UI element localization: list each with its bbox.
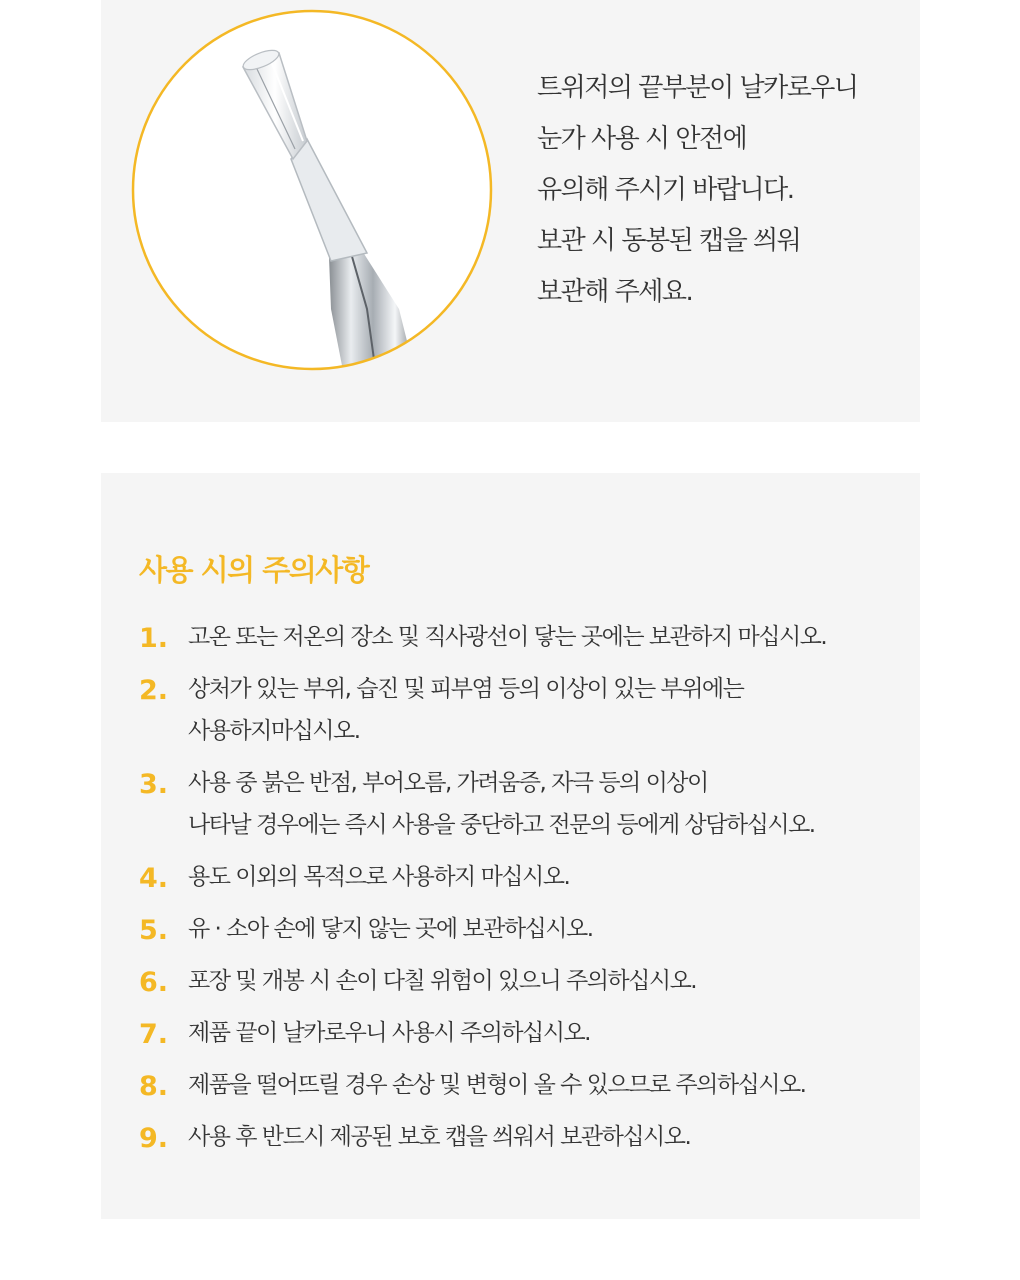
tip-line: 보관 시 동봉된 캡을 씌워 [537,226,801,256]
item-number: 7. [139,1019,169,1050]
precaution-item-3 [139,762,914,846]
item-number: 4. [139,863,169,894]
tip-line: 보관해 주세요. [537,277,693,307]
item-text: 제품을 떨어뜨릴 경우 손상 및 변형이 올 수 있으므로 주의하십시오. [188,1072,806,1098]
item-number: 9. [139,1123,169,1154]
tip-line: 트위저의 끝부분이 날카로우니 [537,73,858,103]
item-number: 2. [139,675,169,706]
item-number: 3. [139,769,169,800]
item-number: 5. [139,915,169,946]
precaution-item-1 [139,616,914,658]
tip-line: 유의해 주시기 바랍니다. [537,175,794,205]
item-text: 사용 후 반드시 제공된 보호 캡을 씌워서 보관하십시오. [188,1124,691,1150]
item-number: 1. [139,623,169,654]
precautions-list [139,616,914,1168]
precaution-item-2 [139,668,914,752]
item-number: 6. [139,967,169,998]
tweezer-tip-icon [131,9,493,371]
precaution-item-5 [139,908,914,950]
item-text: 고온 또는 저온의 장소 및 직사광선이 닿는 곳에는 보관하지 마십시오. [188,624,827,650]
item-text: 상처가 있는 부위, 습진 및 피부염 등의 이상이 있는 부위에는 [188,676,744,702]
tip-text-block [537,63,858,318]
item-text: 포장 및 개봉 시 손이 다칠 위험이 있으니 주의하십시오. [188,968,697,994]
tip-line: 눈가 사용 시 안전에 [537,124,747,154]
item-text: 유 · 소아 손에 닿지 않는 곳에 보관하십시오. [188,916,593,942]
item-text: 제품 끝이 날카로우니 사용시 주의하십시오. [188,1020,590,1046]
item-text: 나타날 경우에는 즉시 사용을 중단하고 전문의 등에게 상담하십시오. [188,812,815,838]
precaution-item-9 [139,1116,914,1158]
item-text: 사용하지마십시오. [188,718,360,744]
item-text: 용도 이외의 목적으로 사용하지 마십시오. [188,864,570,890]
precaution-item-4 [139,856,914,898]
precaution-item-8 [139,1064,914,1106]
precaution-item-7 [139,1012,914,1054]
precaution-item-6 [139,960,914,1002]
item-number: 8. [139,1071,169,1102]
tweezer-closeup-image [131,9,493,371]
item-text: 사용 중 붉은 반점, 부어오름, 가려움증, 자극 등의 이상이 [188,770,708,796]
precautions-title: 사용 시의 주의사항 [139,553,369,587]
